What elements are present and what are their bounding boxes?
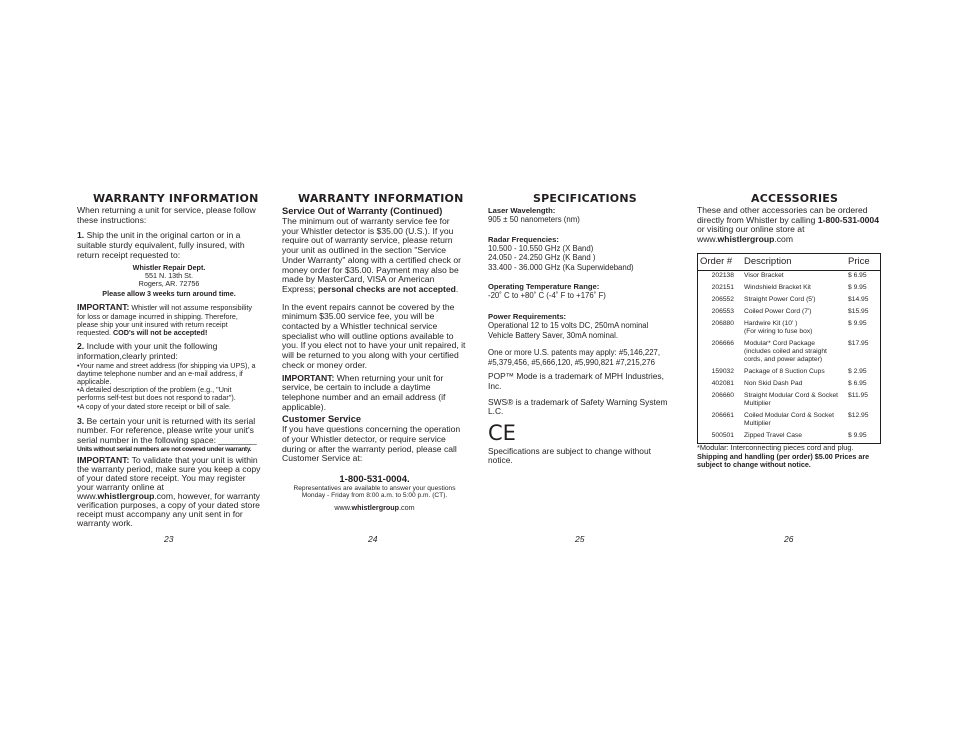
hours-line-2: Monday - Friday from 8:00 a.m. to 5:00 p.m. (CT). bbox=[301, 492, 448, 500]
description-cell bbox=[742, 295, 846, 307]
spec-radar-heading: Radar Frequencies: bbox=[488, 234, 559, 244]
price-cell: $15.95 bbox=[848, 308, 869, 315]
column-header-price: Price bbox=[846, 254, 881, 271]
customer-service-text: If you have questions concerning the operation of your Whistler detector, or require service during or after the warranty period, please call Customer Service at: bbox=[282, 424, 461, 464]
description-text: Hardwire Kit (10' ) bbox=[744, 320, 798, 327]
description-text: Straight Modular Cord & Socket Multiplier bbox=[744, 392, 839, 407]
important-text: Whistler will not assume responsibility for loss or damage incurred in shipping. Therefore, please ship your unit insured with return receipt requested. bbox=[77, 303, 252, 337]
table-header-row bbox=[698, 254, 881, 271]
bullet-receipt: •A copy of your dated store receipt or bill of sale. bbox=[77, 401, 231, 411]
description-text: Coiled Power Cord (7') bbox=[744, 308, 812, 315]
phone-number: 1-800-531-0004. bbox=[339, 474, 410, 486]
table-row bbox=[698, 271, 881, 284]
step-text: Be certain your unit is returned with its serial number. For reference, please write your unit's serial number in the following space: bbox=[77, 415, 256, 446]
order-number-cell: 206666 bbox=[711, 340, 734, 347]
price-cell: $ 9.95 bbox=[848, 432, 867, 439]
spec-laser-heading: Laser Wavelength: bbox=[488, 206, 556, 215]
column-header-order: Order # bbox=[698, 254, 743, 271]
spec-radar-ka: 33.400 - 36.000 GHz (Ka Superwideband) bbox=[488, 262, 634, 272]
repair-address-name: Whistler Repair Dept. bbox=[132, 262, 206, 272]
page-25-title: SPECIFICATIONS bbox=[533, 192, 637, 205]
page-number-23: 23 bbox=[164, 534, 174, 544]
web-prefix: www. bbox=[334, 502, 352, 512]
description-cell bbox=[742, 339, 846, 367]
table-row bbox=[698, 283, 881, 295]
table-row bbox=[698, 379, 881, 391]
step-2 bbox=[77, 342, 261, 361]
important-receipt bbox=[77, 456, 261, 527]
phone-number: 1-800-531-0004 bbox=[817, 214, 879, 225]
step-1 bbox=[77, 231, 261, 260]
price-cell: $14.95 bbox=[848, 296, 869, 303]
order-number-cell: 206552 bbox=[711, 296, 734, 303]
order-number-cell: 159032 bbox=[711, 368, 734, 375]
spec-radar-x: 10.500 - 10.550 GHz (X Band) bbox=[488, 243, 594, 253]
page-26-intro bbox=[697, 206, 881, 245]
spec-temp-heading: Operating Temperature Range: bbox=[488, 282, 600, 292]
description-text: Coiled Modular Cord & Socket Multiplier bbox=[744, 412, 834, 427]
intro-text-2: or visiting our online store at www. bbox=[697, 224, 805, 245]
page-24-body bbox=[282, 206, 467, 512]
description-text: Zipped Travel Case bbox=[744, 432, 802, 439]
description-text: Windshield Bracket Kit bbox=[744, 284, 811, 291]
price-cell: $11.95 bbox=[848, 392, 868, 399]
description-text: Straight Power Cord (5') bbox=[744, 296, 816, 303]
brand-name: whistlergroup bbox=[717, 234, 775, 245]
description-note: (includes coiled and straight cords, and power adapter) bbox=[744, 348, 827, 363]
modular-footnote: *Modular: Interconnecting pieces cord and plug. bbox=[697, 443, 854, 452]
order-number-cell: 202138 bbox=[711, 272, 734, 279]
description-cell bbox=[742, 271, 846, 284]
price-cell: $ 2.95 bbox=[848, 368, 867, 375]
web-suffix: .com bbox=[399, 502, 415, 512]
ce-mark-icon: CE bbox=[488, 420, 516, 445]
step-number: 3. bbox=[77, 415, 85, 426]
pop-trademark: POP™ Mode is a trademark of MPH Industries, Inc. bbox=[488, 371, 664, 391]
serial-note: Units without serial numbers are not covered under warranty. bbox=[77, 445, 252, 453]
table-row bbox=[698, 431, 881, 444]
page-24-title: WARRANTY INFORMATION bbox=[298, 192, 464, 205]
important-return bbox=[282, 374, 467, 413]
order-number-cell: 206661 bbox=[711, 412, 734, 419]
description-cell bbox=[742, 283, 846, 295]
accessories-intro bbox=[697, 206, 881, 245]
hours-line-1: Representatives are available to answer your questions bbox=[293, 485, 456, 493]
page-26-footer bbox=[697, 444, 881, 470]
price-cell: $ 6.95 bbox=[848, 380, 867, 387]
description-cell bbox=[742, 307, 846, 319]
brand-name: whistlergroup bbox=[351, 502, 400, 512]
important-text-end: .com, however, for warranty verification purposes, a copy of your dated store receipt must accompany any unit sent in for warranty work. bbox=[77, 490, 260, 528]
intro-text: When returning a unit for service, please follow these instructions: bbox=[77, 205, 256, 225]
sws-text: ® is a trademark of Safety Warning System L.C. bbox=[488, 396, 668, 417]
price-cell: $12.95 bbox=[848, 412, 869, 419]
order-number-cell: 202151 bbox=[711, 284, 734, 291]
intro-text-3: .com bbox=[774, 234, 793, 245]
order-number-cell: 402081 bbox=[711, 380, 734, 387]
description-cell bbox=[742, 431, 846, 444]
step-text: Ship the unit in the original carton or in a suitable sturdy equivalent, fully insured, with return receipt requested to: bbox=[77, 230, 245, 260]
description-text: Modular* Cord Package bbox=[744, 340, 815, 347]
order-number-cell: 206553 bbox=[711, 308, 734, 315]
page-23-title: WARRANTY INFORMATION bbox=[93, 192, 259, 205]
table-row bbox=[698, 367, 881, 379]
description-cell bbox=[742, 379, 846, 391]
page-number-25: 25 bbox=[575, 534, 585, 544]
description-cell bbox=[742, 367, 846, 379]
spec-change-notice: Specifications are subject to change without notice. bbox=[488, 445, 651, 466]
description-text: Non Skid Dash Pad bbox=[744, 380, 803, 387]
important-text: When returning your unit for service, be certain to include a daytime telephone number and an email address (if applicable). bbox=[282, 372, 446, 412]
table-row bbox=[698, 391, 881, 411]
section-heading-customer-service: Customer Service bbox=[282, 414, 362, 425]
description-cell bbox=[742, 411, 846, 431]
cod-warning: COD's will not be accepted! bbox=[112, 327, 208, 337]
order-number-cell: 206660 bbox=[711, 392, 734, 399]
description-cell bbox=[742, 319, 846, 339]
out-of-warranty-text bbox=[282, 217, 467, 295]
table-row bbox=[698, 411, 881, 431]
fee-text: The minimum out of warranty service fee for your Whistler detector is $35.00 (U.S.). If you require out of warranty service, please return your unit as outlined in the section "Service Under Warranty" along with a certified check or money order for $35.00. Payment may also be made by MasterCard, VISA or American Express; bbox=[282, 216, 461, 294]
step-3 bbox=[77, 417, 261, 446]
price-cell: $ 6.95 bbox=[848, 272, 867, 279]
order-number-cell: 500501 bbox=[711, 432, 734, 439]
price-cell: $17.95 bbox=[848, 340, 869, 347]
table-row bbox=[698, 319, 881, 339]
page-number-26: 26 bbox=[784, 534, 794, 544]
spec-radar-k: 24.050 - 24.250 GHz (K Band ) bbox=[488, 253, 596, 263]
accessories-table-body bbox=[698, 271, 881, 444]
price-cell: $ 9.95 bbox=[848, 284, 867, 291]
step-text: Include with your unit the following information,clearly printed: bbox=[77, 341, 218, 361]
brand-name: whistlergroup bbox=[97, 490, 155, 501]
repair-address-street: 551 N. 13th St. bbox=[145, 270, 193, 280]
bullet-address: •Your name and street address (for shipping via UPS), a daytime telephone number and an e-mail address, if applicable. bbox=[77, 360, 256, 386]
spec-laser-value: 905 ± 50 nanometers (nm) bbox=[488, 215, 580, 224]
page-25-body bbox=[488, 206, 674, 466]
step-number: 1. bbox=[77, 230, 85, 241]
description-text: Visor Bracket bbox=[744, 272, 784, 279]
bullet-problem: •A detailed description of the problem (e.g., "Unit performs self-test but does not respond to radar"). bbox=[77, 385, 236, 403]
description-note: (For wiring to fuse box) bbox=[744, 328, 813, 335]
spec-power-heading: Power Requirements: bbox=[488, 311, 567, 321]
section-heading-out-of-warranty: Service Out of Warranty (Continued) bbox=[282, 206, 443, 216]
important-label: IMPORTANT: bbox=[77, 302, 130, 313]
step-number: 2. bbox=[77, 341, 85, 352]
description-cell bbox=[742, 391, 846, 411]
spec-power-value: Operational 12 to 15 volts DC, 250mA nominal Vehicle Battery Saver, 30mA nominal. bbox=[488, 320, 649, 340]
page-23-body bbox=[77, 206, 261, 527]
important-text: To validate that your unit is within the warranty period, make sure you keep a copy of your dated store receipt. You may register your warranty online at www. bbox=[77, 455, 261, 501]
spec-temp-value: -20˚ C to +80˚ C (-4˚ F to +176˚ F) bbox=[488, 291, 606, 301]
no-checks-note: personal checks are not accepted bbox=[317, 283, 456, 294]
intro-text: These and other accessories can be ordered directly from Whistler by calling bbox=[697, 205, 868, 225]
shipping-note: Shipping and handling (per order) $5.00 Prices are subject to change without notice. bbox=[697, 452, 870, 470]
page-number-24: 24 bbox=[368, 534, 378, 544]
turnaround-note: Please allow 3 weeks turn around time. bbox=[102, 289, 236, 299]
description-text: Package of 8 Suction Cups bbox=[744, 368, 825, 375]
repairs-text: In the event repairs cannot be covered by the minimum $35.00 service fee, you will be contacted by a Whistler technical service specialist who will outline options available to you. If you elect not to have your unit repaired, it will be returned to you along with your certified check or money order. bbox=[282, 301, 466, 370]
column-header-description: Description bbox=[742, 254, 846, 271]
fee-text-end: . bbox=[455, 283, 459, 294]
important-label: IMPORTANT: bbox=[282, 372, 335, 383]
patents-text: One or more U.S. patents may apply: #5,146,227, #5,379,456, #5,666,120, #5,990,821 #7,215,276 bbox=[488, 348, 661, 367]
page-26-title: ACCESSORIES bbox=[751, 192, 839, 205]
price-cell: $ 9.95 bbox=[848, 320, 867, 327]
important-shipping bbox=[77, 303, 261, 337]
table-row bbox=[698, 307, 881, 319]
sws-name: SWS bbox=[488, 396, 508, 407]
table-row bbox=[698, 295, 881, 307]
sws-trademark bbox=[488, 398, 674, 417]
order-number-cell: 206880 bbox=[711, 320, 734, 327]
table-row bbox=[698, 339, 881, 367]
serial-blank: ________ bbox=[218, 435, 257, 446]
important-label: IMPORTANT: bbox=[77, 455, 130, 466]
accessories-table bbox=[697, 253, 881, 444]
repair-address-city: Rogers, AR. 72756 bbox=[138, 278, 200, 288]
website bbox=[282, 504, 467, 512]
